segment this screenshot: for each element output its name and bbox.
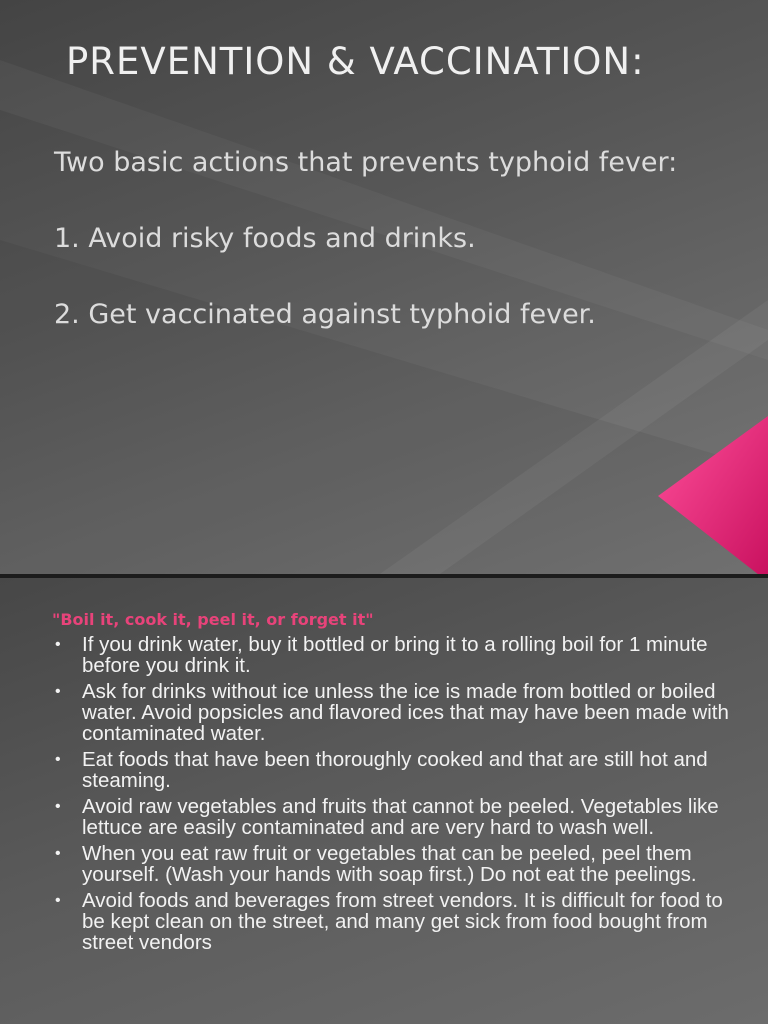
slide-body (54, 144, 734, 334)
intro-text: Two basic actions that prevents typhoid fever: (54, 147, 678, 178)
point-2: 2. Get vaccinated against typhoid fever. (54, 299, 596, 330)
list-item: • Avoid foods and beverages from street vendors. It is difficult for food to be kept clean on the street, and many get sick from food bought from street vendors (50, 890, 730, 953)
quote-heading: "Boil it, cook it, peel it, or forget it" (52, 610, 374, 629)
slide-title: PREVENTION & VACCINATION: (66, 40, 645, 83)
bullet-list (50, 634, 730, 958)
list-item: • Ask for drinks without ice unless the ice is made from bottled or boiled water. Avoid popsicles and flavored ices that may have been made with contaminated water. (50, 681, 730, 744)
point-1: 1. Avoid risky foods and drinks. (54, 223, 476, 254)
slide-2 (0, 578, 768, 1024)
list-item: • If you drink water, buy it bottled or bring it to a rolling boil for 1 minute before you drink it. (50, 634, 730, 676)
list-item: • Eat foods that have been thoroughly cooked and that are still hot and steaming. (50, 749, 730, 791)
pink-accent-shape (658, 416, 768, 574)
list-item: • Avoid raw vegetables and fruits that cannot be peeled. Vegetables like lettuce are easily contaminated and are very hard to wash well. (50, 796, 730, 838)
list-item: • When you eat raw fruit or vegetables that can be peeled, peel them yourself. (Wash your hands with soap first.) Do not eat the peelings. (50, 843, 730, 885)
